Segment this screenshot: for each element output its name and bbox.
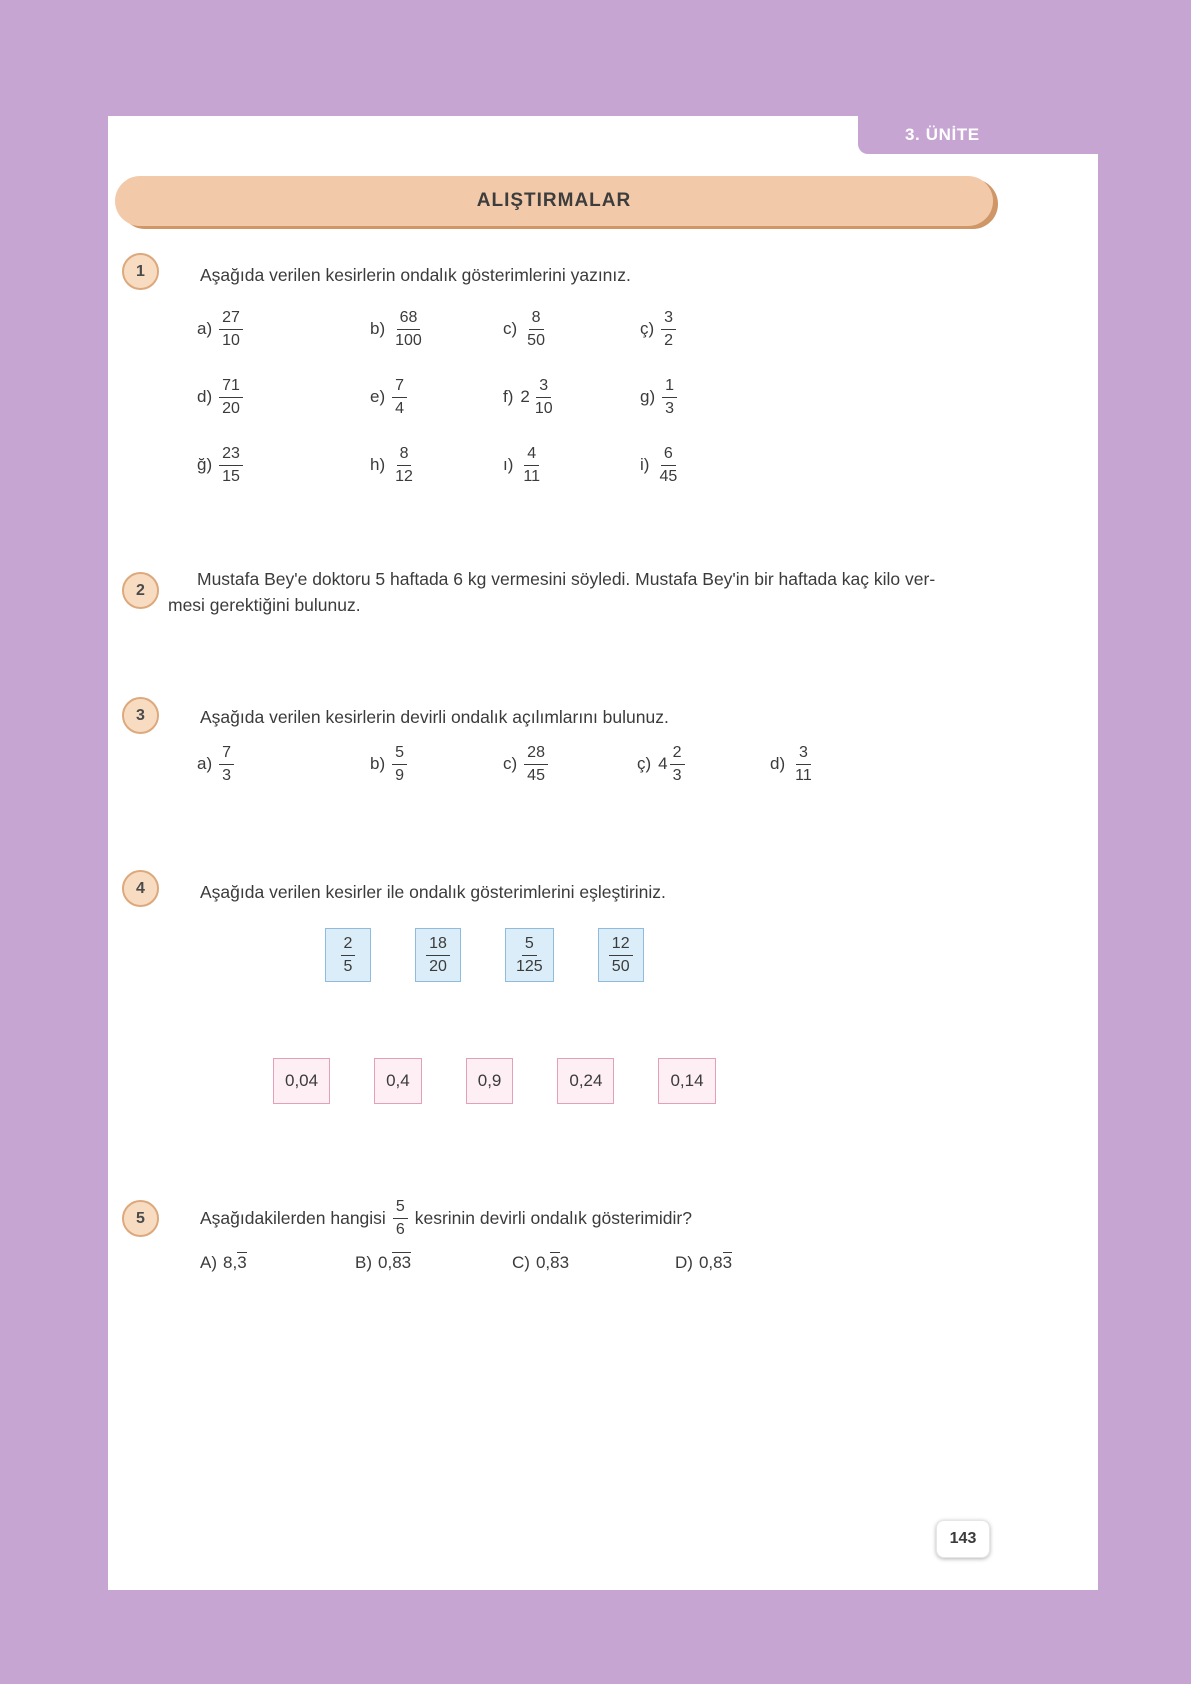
match-fraction-box-3: [505, 928, 554, 982]
q5-option-d: [675, 1252, 815, 1273]
item-label: ğ): [197, 455, 213, 474]
fraction: [219, 377, 243, 417]
option-label: A): [200, 1253, 217, 1272]
repeating-bar: 8: [550, 1253, 560, 1272]
question-5-text: [200, 1196, 692, 1240]
unit-label: 3. ÜNİTE: [905, 125, 980, 144]
banner-title: ALIŞTIRMALAR: [476, 190, 632, 211]
q2-line-1: Mustafa Bey'e doktoru 5 haftada 6 kg vermesini söyledi. Mustafa Bey'in bir haftada kaç kilo ver-: [197, 569, 936, 589]
numerator: 8: [529, 309, 544, 330]
q1-item-a: [197, 303, 370, 355]
question-3-fraction-list: [197, 738, 900, 790]
question-number: 4: [136, 879, 145, 897]
q1-item-e: [370, 371, 503, 423]
q3-item-b: [370, 738, 503, 790]
option-post: 3: [559, 1253, 570, 1272]
numerator: 8: [397, 445, 412, 466]
q1-item-i: [640, 439, 770, 491]
decimal-value: 0,04: [285, 1071, 319, 1090]
q5-option-c: [512, 1252, 675, 1273]
unit-tab: [858, 116, 1191, 154]
question-5-options: [200, 1252, 815, 1273]
fraction: [513, 935, 546, 975]
question-number: 3: [136, 706, 145, 724]
q1-item-d: [197, 371, 370, 423]
fraction: [426, 935, 450, 975]
q3-item-cc: [637, 738, 770, 790]
fraction: [670, 744, 685, 784]
q1-item-g: [640, 371, 770, 423]
fraction: [219, 445, 243, 485]
fraction: [392, 744, 407, 784]
q5-option-b: [355, 1252, 512, 1273]
numerator: 5: [522, 935, 537, 956]
numerator: 23: [219, 445, 243, 466]
numerator: 3: [536, 377, 551, 398]
option-label: B): [355, 1253, 372, 1272]
denominator: 10: [534, 399, 553, 417]
option-label: C): [512, 1253, 530, 1272]
page-number-badge: [936, 1520, 990, 1558]
q5-text-before: Aşağıdakilerden hangisi: [200, 1207, 386, 1228]
q1-item-f: [503, 371, 640, 423]
option-pre: 0,: [378, 1253, 393, 1272]
match-decimal-box-2: [374, 1058, 422, 1104]
item-label: h): [370, 455, 386, 474]
fraction: [524, 744, 548, 784]
q1-item-ii: [503, 439, 640, 491]
q1-item-b: [370, 303, 503, 355]
fraction: [662, 377, 677, 417]
item-label: c): [503, 754, 518, 773]
numerator: 18: [426, 935, 450, 956]
denominator: 15: [222, 467, 240, 485]
fraction: [609, 935, 633, 975]
question-number: 1: [136, 262, 145, 280]
option-pre: 8,: [223, 1253, 238, 1272]
numerator: 71: [219, 377, 243, 398]
denominator: 4: [395, 399, 405, 417]
q3-item-c: [503, 738, 637, 790]
fraction: [656, 445, 680, 485]
denominator: 3: [222, 766, 232, 784]
denominator: 9: [395, 766, 405, 784]
numerator: 4: [524, 445, 539, 466]
numerator: 6: [661, 445, 676, 466]
q1-item-gg: [197, 439, 370, 491]
question-2-number-badge: [122, 572, 159, 609]
match-fraction-box-2: [415, 928, 461, 982]
numerator: 12: [609, 935, 633, 956]
item-label: b): [370, 319, 386, 338]
item-label: b): [370, 754, 386, 773]
option-value: [223, 1253, 247, 1272]
denominator: 11: [795, 766, 812, 784]
item-label: ç): [640, 319, 655, 338]
option-pre: 0,8: [698, 1253, 723, 1272]
item-label: c): [503, 319, 518, 338]
page-border-left: [0, 116, 108, 1684]
numerator: 3: [661, 309, 676, 330]
question-4-number-badge: [122, 870, 159, 907]
repeating-bar: 3: [722, 1253, 733, 1272]
exercises-banner: [115, 176, 993, 226]
denominator: 20: [222, 399, 240, 417]
q1-item-c: [503, 303, 640, 355]
item-label: f): [503, 387, 514, 406]
question-1-number-badge: [122, 253, 159, 290]
fraction: [532, 377, 556, 417]
fraction: [219, 744, 234, 784]
option-pre: 0,: [535, 1253, 551, 1272]
question-4-fraction-boxes: [325, 928, 644, 982]
whole-number: 2: [520, 387, 530, 406]
denominator: 12: [395, 467, 413, 485]
denominator: 11: [523, 467, 540, 485]
question-3-text: Aşağıda verilen kesirlerin devirli ondalık açılımlarını bulunuz.: [200, 707, 669, 727]
denominator: 20: [429, 957, 447, 975]
item-label: a): [197, 754, 213, 773]
numerator: 68: [397, 309, 421, 330]
page-number: 143: [949, 1530, 977, 1547]
item-label: e): [370, 387, 386, 406]
numerator: 5: [393, 1198, 408, 1219]
numerator: 3: [796, 744, 811, 765]
question-1-fraction-list: [197, 303, 770, 491]
item-label: d): [770, 754, 786, 773]
option-value: [378, 1253, 411, 1272]
option-value: [536, 1253, 569, 1272]
repeating-bar: 3: [237, 1253, 247, 1272]
question-4-text: Aşağıda verilen kesirler ile ondalık gösterimlerini eşleştiriniz.: [200, 882, 666, 902]
fraction: [219, 309, 243, 349]
fraction: [524, 309, 548, 349]
fraction: [392, 445, 416, 485]
q2-line-2: mesi gerektiğini bulunuz.: [168, 595, 361, 615]
whole-number: 4: [658, 754, 668, 773]
numerator: 28: [524, 744, 548, 765]
match-decimal-box-1: [273, 1058, 330, 1104]
denominator: 125: [516, 957, 543, 975]
decimal-value: 0,4: [386, 1071, 410, 1090]
question-3-number-badge: [122, 697, 159, 734]
item-label: d): [197, 387, 213, 406]
numerator: 2: [341, 935, 356, 956]
question-4-decimal-boxes: [273, 1058, 716, 1104]
denominator: 5: [343, 957, 353, 975]
denominator: 3: [672, 766, 682, 784]
fraction: [392, 377, 407, 417]
item-label: i): [640, 455, 650, 474]
denominator: 10: [222, 331, 240, 349]
question-number: 5: [136, 1209, 145, 1227]
option-label: D): [675, 1253, 693, 1272]
decimal-value: 0,24: [569, 1071, 603, 1090]
q1-item-h: [370, 439, 503, 491]
match-decimal-box-4: [557, 1058, 614, 1104]
denominator: 2: [664, 331, 674, 349]
repeating-bar: 83: [392, 1253, 412, 1272]
match-fraction-box-4: [598, 928, 644, 982]
denominator: 45: [527, 766, 545, 784]
decimal-value: 0,9: [477, 1071, 502, 1090]
denominator: 6: [395, 1220, 405, 1238]
denominator: 45: [659, 467, 678, 485]
item-label: g): [640, 387, 656, 406]
numerator: 7: [219, 744, 234, 765]
match-decimal-box-5: [658, 1058, 715, 1104]
decimal-value: 0,14: [670, 1071, 704, 1090]
fraction: [392, 309, 425, 349]
question-5-number-badge: [122, 1200, 159, 1237]
denominator: 50: [611, 957, 630, 975]
item-label: ı): [503, 455, 514, 474]
numerator: 5: [392, 744, 407, 765]
q5-option-a: [200, 1252, 355, 1273]
q3-item-a: [197, 738, 370, 790]
match-decimal-box-3: [466, 1058, 514, 1104]
numerator: 7: [392, 377, 407, 398]
denominator: 50: [527, 331, 545, 349]
fraction: [393, 1198, 408, 1238]
item-label: ç): [637, 754, 652, 773]
q1-item-cc: [640, 303, 770, 355]
page-border-right: [1098, 116, 1191, 1684]
q3-item-d: [770, 738, 900, 790]
fraction: [661, 309, 676, 349]
page-border-bottom: [0, 1590, 1191, 1684]
page-border-top: [0, 0, 1191, 116]
item-label: a): [197, 319, 213, 338]
numerator: 2: [670, 744, 685, 765]
question-1-text: Aşağıda verilen kesirlerin ondalık gösterimlerini yazınız.: [200, 265, 631, 285]
fraction: [792, 744, 815, 784]
question-number: 2: [136, 581, 145, 599]
denominator: 3: [665, 399, 675, 417]
question-2-text: [168, 566, 1083, 618]
fraction: [520, 445, 543, 485]
numerator: 27: [219, 309, 243, 330]
q5-text-after: kesrinin devirli ondalık gösterimidir?: [414, 1207, 692, 1228]
numerator: 1: [662, 377, 677, 398]
match-fraction-box-1: [325, 928, 371, 982]
denominator: 100: [395, 331, 422, 349]
option-value: [699, 1253, 732, 1272]
fraction: [341, 935, 356, 975]
